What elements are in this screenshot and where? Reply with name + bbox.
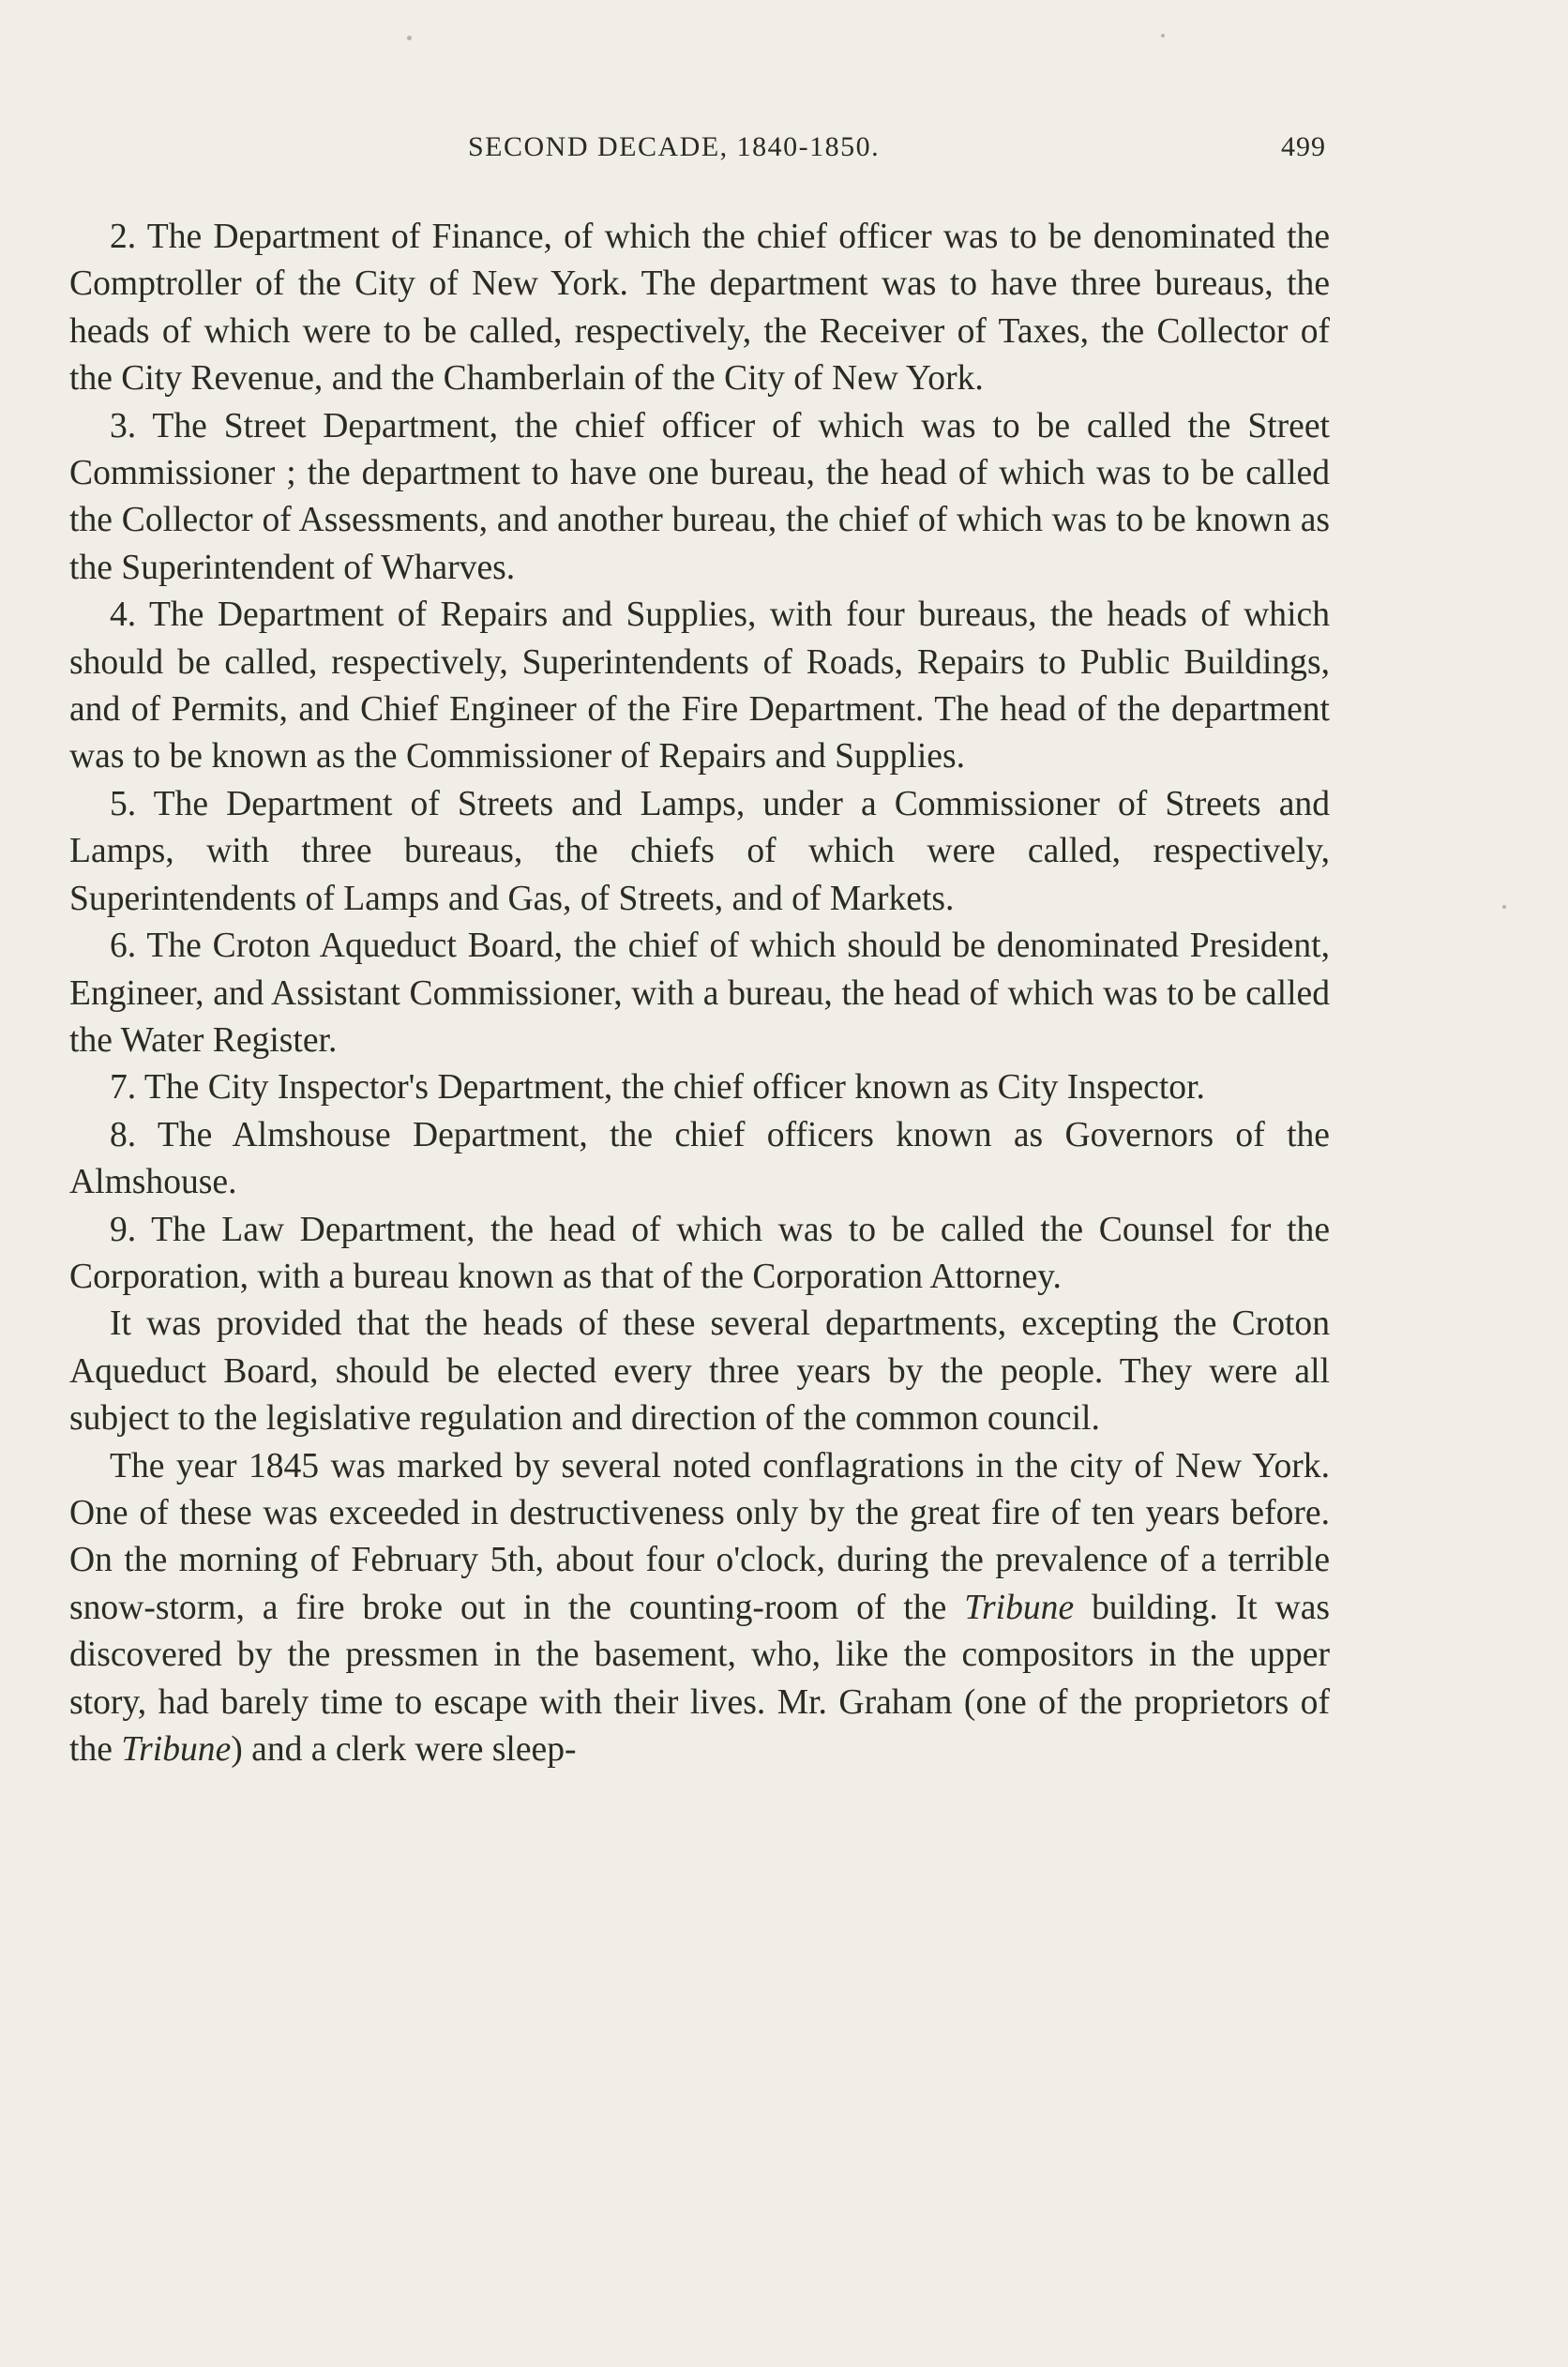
paper-speck bbox=[407, 36, 412, 40]
text-run: The year 1845 was marked by several noted conflagrations in the city of New York. One of these was exceeded in destructiveness only by the great fire of ten years before. On the morning of February 5th, about four o'clock, during the prevalence of a terrible snow-storm, a fire broke out in the counting-room of the bbox=[69, 1446, 1330, 1627]
running-title: SECOND DECADE, 1840-1850. bbox=[468, 131, 881, 162]
paragraph-fire-of-1845 bbox=[69, 1443, 1330, 1774]
paragraph-streets-and-lamps: 5. The Department of Streets and Lamps, under a Commissioner of Streets and Lamps, with three bureaus, the chiefs of which were called, respectively, Superintendents of Lamps and Gas, of Streets, and of Markets. bbox=[69, 784, 1330, 918]
text-run: building. It was discovered by the pressmen in the basement, who, like the compositors in the upper story, had barely time to escape with their lives. Mr. Graham (one of the proprietors of the bbox=[69, 1588, 1330, 1769]
paragraph-election-provision: It was provided that the heads of these several departments, excepting the Croton Aqueduct Board, should be elected every three years by the people. They were all subject to the legislative regulation and direction of the common council. bbox=[69, 1304, 1330, 1439]
paper-speck bbox=[1502, 905, 1506, 909]
running-head bbox=[69, 131, 1326, 169]
paragraph-repairs-and-supplies: 4. The Department of Repairs and Supplies, with four bureaus, the heads of which should be called, respectively, Superintendents of Roads, Repairs to Public Buildings, and of Permits, and Chief Engineer of the Fire Department. The head of the department was to be known as the Commissioner of Repairs and Supplies. bbox=[69, 596, 1330, 776]
body-text bbox=[69, 214, 1330, 1773]
paragraph-almshouse-department: 8. The Almshouse Department, the chief officers known as Governors of the Almshouse. bbox=[69, 1115, 1330, 1202]
text-run: ) and a clerk were sleep- bbox=[231, 1730, 577, 1769]
page-number: 499 bbox=[1281, 131, 1326, 162]
paragraph-street-department: 3. The Street Department, the chief officer of which was to be called the Street Commissioner ; the department to have one bureau, the head of which was to be called the Collector of Assessments, and another bureau, the chief of which was to be known as the Superintendent of Wharves. bbox=[69, 406, 1330, 587]
italic-title-tribune: Tribune bbox=[964, 1588, 1075, 1627]
paragraph-department-of-finance: 2. The Department of Finance, of which the chief officer was to be denominated the Comptroller of the City of New York. The department was to have three bureaus, the heads of which were to be called, respectively, the Receiver of Taxes, the Collector of the City Revenue, and the Chamberlain of the City of New York. bbox=[69, 218, 1330, 399]
italic-title-tribune: Tribune bbox=[121, 1730, 232, 1769]
paragraph-croton-aqueduct-board: 6. The Croton Aqueduct Board, the chief of which should be denominated President, Engineer, and Assistant Commissioner, with a bureau, the head of which was to be called the Water Register. bbox=[69, 927, 1330, 1060]
paragraph-law-department: 9. The Law Department, the head of which was to be called the Counsel for the Corporation, with a bureau known as that of the Corporation Attorney. bbox=[69, 1210, 1330, 1296]
paragraph-city-inspector: 7. The City Inspector's Department, the chief officer known as City Inspector. bbox=[110, 1068, 1205, 1108]
paper-speck bbox=[1161, 34, 1165, 38]
